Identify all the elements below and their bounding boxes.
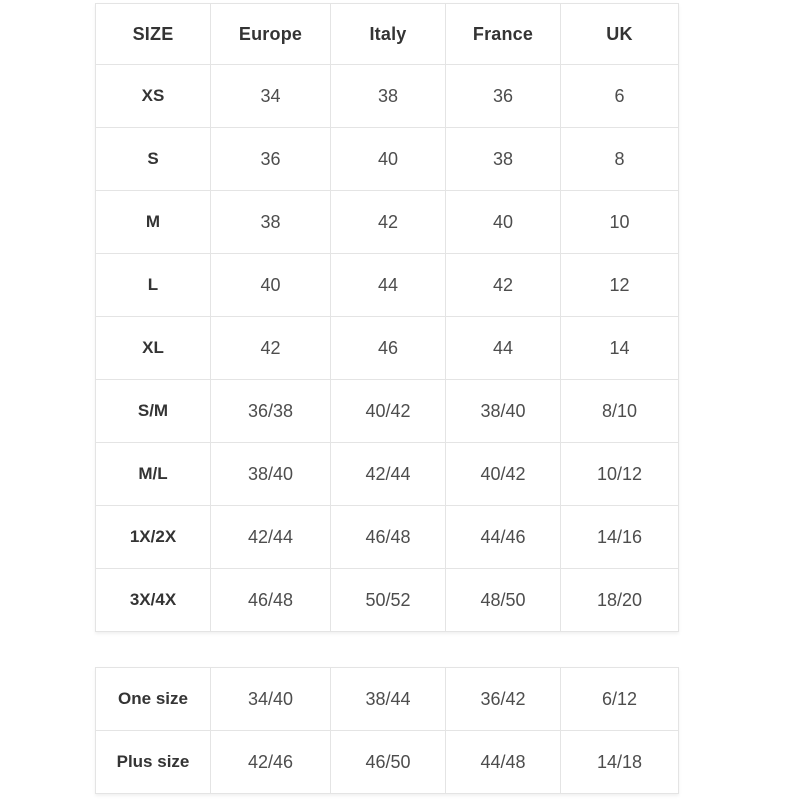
cell-value: 14 — [561, 317, 679, 380]
cell-value: 10 — [561, 191, 679, 254]
table-row-s — [96, 128, 679, 191]
cell-value: 12 — [561, 254, 679, 317]
header-row — [96, 4, 679, 65]
row-label: S — [96, 128, 211, 191]
cell-value: 40/42 — [446, 443, 561, 506]
cell-value: 38/40 — [446, 380, 561, 443]
cell-value: 44/48 — [446, 731, 561, 794]
table-row-plus-size — [96, 731, 679, 794]
row-label: M — [96, 191, 211, 254]
table-row-3x4x — [96, 569, 679, 632]
cell-value: 40 — [331, 128, 446, 191]
cell-value: 42/44 — [331, 443, 446, 506]
cell-value: 46/50 — [331, 731, 446, 794]
cell-value: 38 — [211, 191, 331, 254]
standard-sizes-table — [95, 3, 679, 632]
cell-value: 42 — [331, 191, 446, 254]
cell-value: 46/48 — [331, 506, 446, 569]
cell-value: 6 — [561, 65, 679, 128]
cell-value: 14/16 — [561, 506, 679, 569]
row-label: XL — [96, 317, 211, 380]
row-label: 1X/2X — [96, 506, 211, 569]
cell-value: 36/42 — [446, 668, 561, 731]
cell-value: 36 — [211, 128, 331, 191]
cell-value: 38/44 — [331, 668, 446, 731]
cell-value: 8/10 — [561, 380, 679, 443]
row-label: XS — [96, 65, 211, 128]
table-row-1x2x — [96, 506, 679, 569]
cell-value: 6/12 — [561, 668, 679, 731]
row-label: 3X/4X — [96, 569, 211, 632]
table-row-sm — [96, 380, 679, 443]
column-header-italy: Italy — [331, 4, 446, 65]
cell-value: 46 — [331, 317, 446, 380]
cell-value: 10/12 — [561, 443, 679, 506]
cell-value: 34 — [211, 65, 331, 128]
table-row-xl — [96, 317, 679, 380]
row-label: S/M — [96, 380, 211, 443]
table-row-ml — [96, 443, 679, 506]
cell-value: 42/44 — [211, 506, 331, 569]
special-sizes-table — [95, 667, 679, 794]
column-header-france: France — [446, 4, 561, 65]
row-label: One size — [96, 668, 211, 731]
cell-value: 40 — [211, 254, 331, 317]
row-label: M/L — [96, 443, 211, 506]
column-header-uk: UK — [561, 4, 679, 65]
cell-value: 38/40 — [211, 443, 331, 506]
column-header-size: SIZE — [96, 4, 211, 65]
row-label: L — [96, 254, 211, 317]
column-header-europe: Europe — [211, 4, 331, 65]
cell-value: 50/52 — [331, 569, 446, 632]
cell-value: 42 — [446, 254, 561, 317]
cell-value: 40/42 — [331, 380, 446, 443]
cell-value: 46/48 — [211, 569, 331, 632]
cell-value: 38 — [331, 65, 446, 128]
cell-value: 40 — [446, 191, 561, 254]
cell-value: 36 — [446, 65, 561, 128]
cell-value: 18/20 — [561, 569, 679, 632]
cell-value: 42/46 — [211, 731, 331, 794]
cell-value: 44/46 — [446, 506, 561, 569]
cell-value: 44 — [331, 254, 446, 317]
table-row-m — [96, 191, 679, 254]
table-row-l — [96, 254, 679, 317]
cell-value: 48/50 — [446, 569, 561, 632]
cell-value: 44 — [446, 317, 561, 380]
row-label: Plus size — [96, 731, 211, 794]
cell-value: 42 — [211, 317, 331, 380]
cell-value: 34/40 — [211, 668, 331, 731]
table-row-xs — [96, 65, 679, 128]
cell-value: 38 — [446, 128, 561, 191]
cell-value: 8 — [561, 128, 679, 191]
cell-value: 14/18 — [561, 731, 679, 794]
table-gap — [95, 632, 678, 667]
table-row-one-size — [96, 668, 679, 731]
size-conversion-chart — [95, 3, 678, 794]
cell-value: 36/38 — [211, 380, 331, 443]
